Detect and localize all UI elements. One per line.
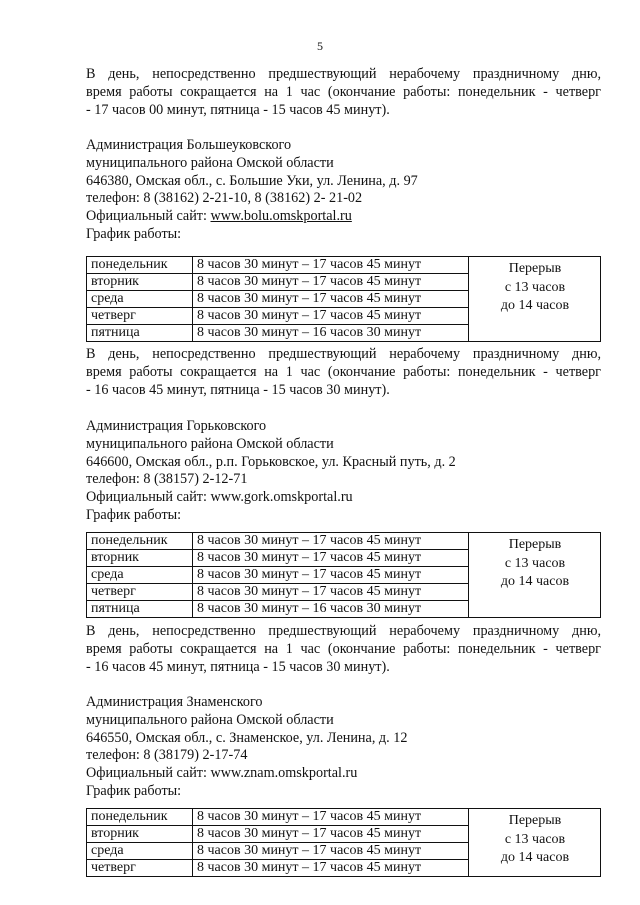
section-note <box>86 346 601 399</box>
break-line: Перерыв <box>508 813 562 828</box>
day-cell: вторник <box>87 274 193 291</box>
day-cell: четверг <box>87 308 193 325</box>
address: 646380, Омская обл., с. Большие Уки, ул. Ленина, д. 97 <box>86 172 418 189</box>
day-cell: среда <box>87 291 193 308</box>
hours-cell: 8 часов 30 минут – 17 часов 45 минут <box>193 291 469 308</box>
site-label: Официальный сайт: <box>86 765 211 782</box>
break-line: с 13 часов <box>504 831 566 847</box>
day-cell: четверг <box>87 584 193 601</box>
site-link[interactable]: www.znam.omskportal.ru <box>210 765 358 782</box>
hours-cell: 8 часов 30 минут – 17 часов 45 минут <box>193 843 469 860</box>
hours-cell: 8 часов 30 минут – 16 часов 30 минут <box>193 601 469 618</box>
day-cell: пятница <box>87 601 193 618</box>
hours-cell: 8 часов 30 минут – 17 часов 45 минут <box>193 809 469 826</box>
intro-note <box>86 66 601 119</box>
day-cell: среда <box>87 567 193 584</box>
schedule-table-3-wrap <box>86 808 601 877</box>
day-cell: понедельник <box>87 809 193 826</box>
website <box>86 208 601 226</box>
schedule-label: График работы: <box>86 506 182 523</box>
district-name: муниципального района Омской области <box>86 154 334 171</box>
table-row <box>87 533 601 550</box>
break-line: Перерыв <box>508 537 562 552</box>
schedule-table <box>86 532 601 618</box>
break-cell <box>469 809 601 877</box>
schedule-table <box>86 256 601 342</box>
day-cell: вторник <box>87 550 193 567</box>
break-line: до 14 часов <box>500 574 570 589</box>
note-line: В день, непосредственно предшествующий нерабочему праздничному дню, <box>86 66 601 82</box>
table-row <box>87 809 601 826</box>
day-cell: четверг <box>87 860 193 877</box>
break-cell <box>469 257 601 342</box>
hours-cell: 8 часов 30 минут – 17 часов 45 минут <box>193 308 469 325</box>
phone: телефон: 8 (38179) 2-17-74 <box>86 747 248 764</box>
address: 646550, Омская обл., с. Знаменское, ул. Ленина, д. 12 <box>86 729 408 746</box>
section-bolshoukovsky <box>86 137 601 244</box>
website <box>86 489 601 507</box>
day-cell: понедельник <box>87 257 193 274</box>
hours-cell: 8 часов 30 минут – 17 часов 45 минут <box>193 826 469 843</box>
note-line: - 16 часов 45 минут, пятница - 15 часов 30 минут). <box>86 381 390 398</box>
note-line: время работы сокращается на 1 час (окончание работы: понедельник - четверг <box>86 83 601 100</box>
hours-cell: 8 часов 30 минут – 17 часов 45 минут <box>193 533 469 550</box>
break-line: до 14 часов <box>500 850 570 865</box>
hours-cell: 8 часов 30 минут – 17 часов 45 минут <box>193 860 469 877</box>
org-name: Администрация Большеуковского <box>86 137 292 153</box>
site-label: Официальный сайт: <box>86 208 211 225</box>
address: 646600, Омская обл., р.п. Горьковское, ул. Красный путь, д. 2 <box>86 453 456 470</box>
section-gorkovsky <box>86 418 601 525</box>
note-line: время работы сокращается на 1 час (окончание работы: понедельник - четверг <box>86 363 601 380</box>
hours-cell: 8 часов 30 минут – 17 часов 45 минут <box>193 257 469 274</box>
schedule-label: График работы: <box>86 225 182 242</box>
day-cell: вторник <box>87 826 193 843</box>
hours-cell: 8 часов 30 минут – 17 часов 45 минут <box>193 567 469 584</box>
break-line: Перерыв <box>508 261 562 276</box>
day-cell: пятница <box>87 325 193 342</box>
site-label: Официальный сайт: <box>86 489 211 506</box>
schedule-table <box>86 808 601 877</box>
hours-cell: 8 часов 30 минут – 17 часов 45 минут <box>193 550 469 567</box>
note-line: время работы сокращается на 1 час (окончание работы: понедельник - четверг <box>86 640 601 657</box>
table-row <box>87 257 601 274</box>
org-name: Администрация Знаменского <box>86 694 263 710</box>
note-line: В день, непосредственно предшествующий нерабочему праздничному дню, <box>86 623 601 639</box>
hours-cell: 8 часов 30 минут – 16 часов 30 минут <box>193 325 469 342</box>
note-line: - 17 часов 00 минут, пятница - 15 часов 45 минут). <box>86 101 390 118</box>
website <box>86 765 601 783</box>
day-cell: среда <box>87 843 193 860</box>
org-name: Администрация Горьковского <box>86 418 267 434</box>
site-link[interactable]: www.bolu.omskportal.ru <box>210 208 352 225</box>
site-link[interactable]: www.gork.omskportal.ru <box>210 489 353 506</box>
break-line: с 13 часов <box>504 279 566 295</box>
schedule-label: График работы: <box>86 782 182 799</box>
phone: телефон: 8 (38162) 2-21-10, 8 (38162) 2- 21-02 <box>86 190 363 207</box>
district-name: муниципального района Омской области <box>86 711 334 728</box>
section-note <box>86 623 601 676</box>
break-line: с 13 часов <box>504 555 566 571</box>
break-line: до 14 часов <box>500 298 570 313</box>
hours-cell: 8 часов 30 минут – 17 часов 45 минут <box>193 274 469 291</box>
section-znamensky <box>86 694 601 801</box>
district-name: муниципального района Омской области <box>86 435 334 452</box>
note-line: - 16 часов 45 минут, пятница - 15 часов 30 минут). <box>86 658 390 675</box>
note-line: В день, непосредственно предшествующий нерабочему праздничному дню, <box>86 346 601 362</box>
page-number: 5 <box>317 39 323 53</box>
day-cell: понедельник <box>87 533 193 550</box>
break-cell <box>469 533 601 618</box>
schedule-table-1-wrap <box>86 256 601 342</box>
schedule-table-2-wrap <box>86 532 601 618</box>
hours-cell: 8 часов 30 минут – 17 часов 45 минут <box>193 584 469 601</box>
phone: телефон: 8 (38157) 2-12-71 <box>86 471 248 488</box>
